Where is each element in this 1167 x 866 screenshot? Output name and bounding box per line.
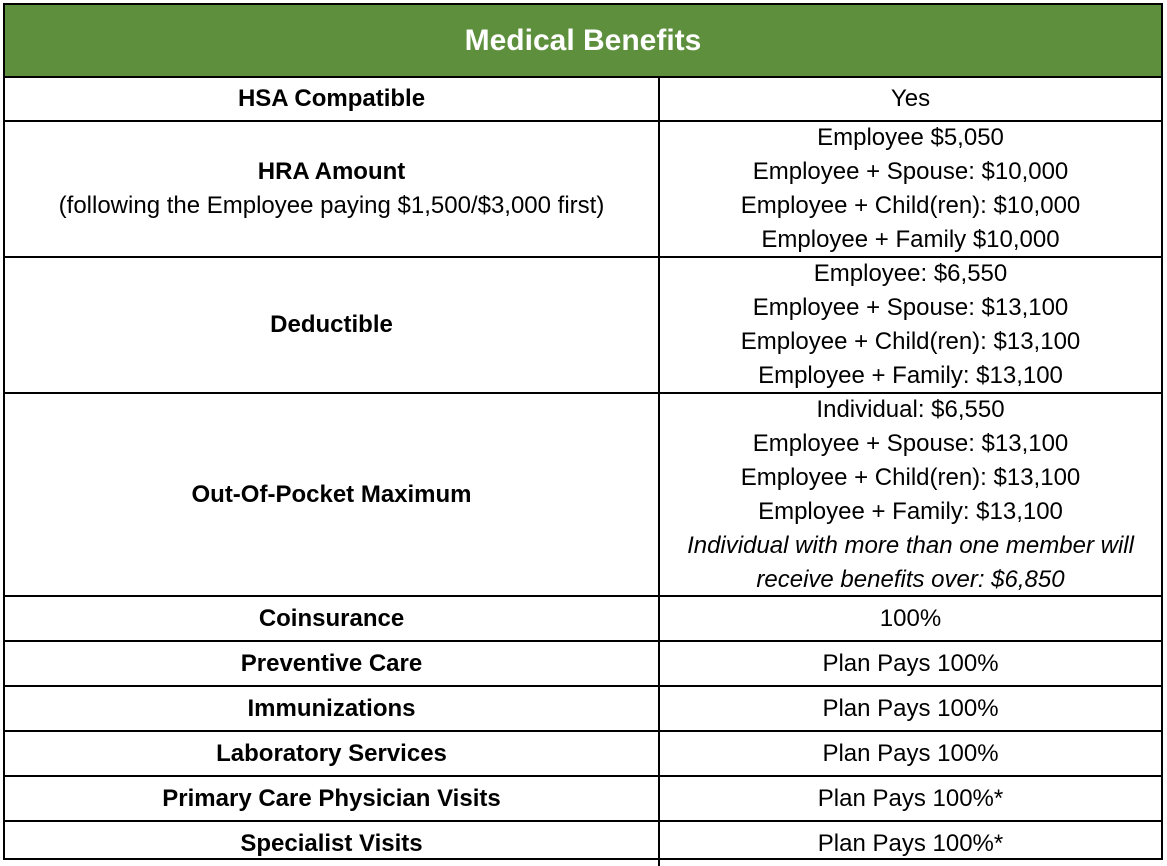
row-label-cell	[5, 732, 660, 775]
pcp-value: Plan Pays 100%*	[817, 784, 1004, 812]
table-row	[5, 777, 1161, 822]
table-row	[5, 394, 1161, 597]
row-value-cell	[660, 78, 1161, 120]
table-row	[5, 732, 1161, 777]
table-row	[5, 122, 1161, 258]
preventive-label: Preventive Care	[240, 649, 423, 677]
row-value-cell	[660, 732, 1161, 775]
table-header	[5, 5, 1161, 78]
deductible-value: Employee + Family: $13,100	[758, 362, 1063, 389]
row-value-cell	[660, 777, 1161, 820]
laboratory-value: Plan Pays 100%	[822, 739, 999, 767]
row-label-cell	[5, 642, 660, 685]
deductible-value: Employee: $6,550	[813, 260, 1008, 287]
oop-note: receive benefits over: $6,850	[756, 565, 1065, 593]
table-row	[5, 258, 1161, 394]
table-row	[5, 642, 1161, 687]
row-value-cell	[660, 122, 1161, 256]
hra-value: Employee + Family $10,000	[761, 226, 1060, 253]
immunizations-label: Immunizations	[247, 694, 416, 722]
laboratory-label: Laboratory Services	[216, 739, 447, 767]
hra-value: Employee + Child(ren): $10,000	[740, 192, 1081, 219]
row-label-cell	[5, 597, 660, 640]
row-value-cell	[660, 822, 1161, 866]
row-label-cell	[5, 122, 660, 256]
deductible-value: Employee + Spouse: $13,100	[752, 294, 1069, 321]
table-row	[5, 78, 1161, 122]
oop-value: Employee + Child(ren): $13,100	[740, 463, 1081, 491]
row-value-cell	[660, 597, 1161, 640]
specialist-label: Specialist Visits	[240, 830, 423, 857]
hra-label: HRA Amount	[257, 158, 406, 185]
row-label-cell	[5, 777, 660, 820]
row-value-cell	[660, 687, 1161, 730]
row-label-cell	[5, 687, 660, 730]
specialist-value: Plan Pays 100%*	[817, 830, 1004, 857]
row-label-cell	[5, 822, 660, 866]
table-row	[5, 597, 1161, 642]
row-value-cell	[660, 642, 1161, 685]
medical-benefits-table	[3, 3, 1163, 860]
hra-sublabel: (following the Employee paying $1,500/$3,000 first)	[58, 192, 605, 219]
hsa-label: HSA Compatible	[237, 85, 426, 112]
row-label-cell	[5, 78, 660, 120]
table-title: Medical Benefits	[464, 23, 702, 57]
hsa-value: Yes	[890, 85, 931, 112]
row-label-cell	[5, 258, 660, 392]
pcp-label: Primary Care Physician Visits	[162, 784, 501, 812]
deductible-label: Deductible	[270, 311, 393, 338]
oop-note: Individual with more than one member will	[687, 531, 1134, 559]
immunizations-value: Plan Pays 100%	[822, 694, 999, 722]
oop-value: Individual: $6,550	[816, 395, 1005, 423]
table-row	[5, 822, 1161, 866]
deductible-value: Employee + Child(ren): $13,100	[740, 328, 1081, 355]
oop-value: Employee + Family: $13,100	[758, 497, 1063, 525]
coinsurance-label: Coinsurance	[258, 604, 405, 632]
hra-value: Employee + Spouse: $10,000	[752, 158, 1069, 185]
preventive-value: Plan Pays 100%	[822, 649, 999, 677]
oop-value: Employee + Spouse: $13,100	[752, 429, 1069, 457]
row-value-cell	[660, 394, 1161, 595]
coinsurance-value: 100%	[879, 604, 942, 632]
hra-value: Employee $5,050	[817, 124, 1004, 151]
oop-label: Out-Of-Pocket Maximum	[191, 480, 472, 508]
table-row	[5, 687, 1161, 732]
row-label-cell	[5, 394, 660, 595]
row-value-cell	[660, 258, 1161, 392]
